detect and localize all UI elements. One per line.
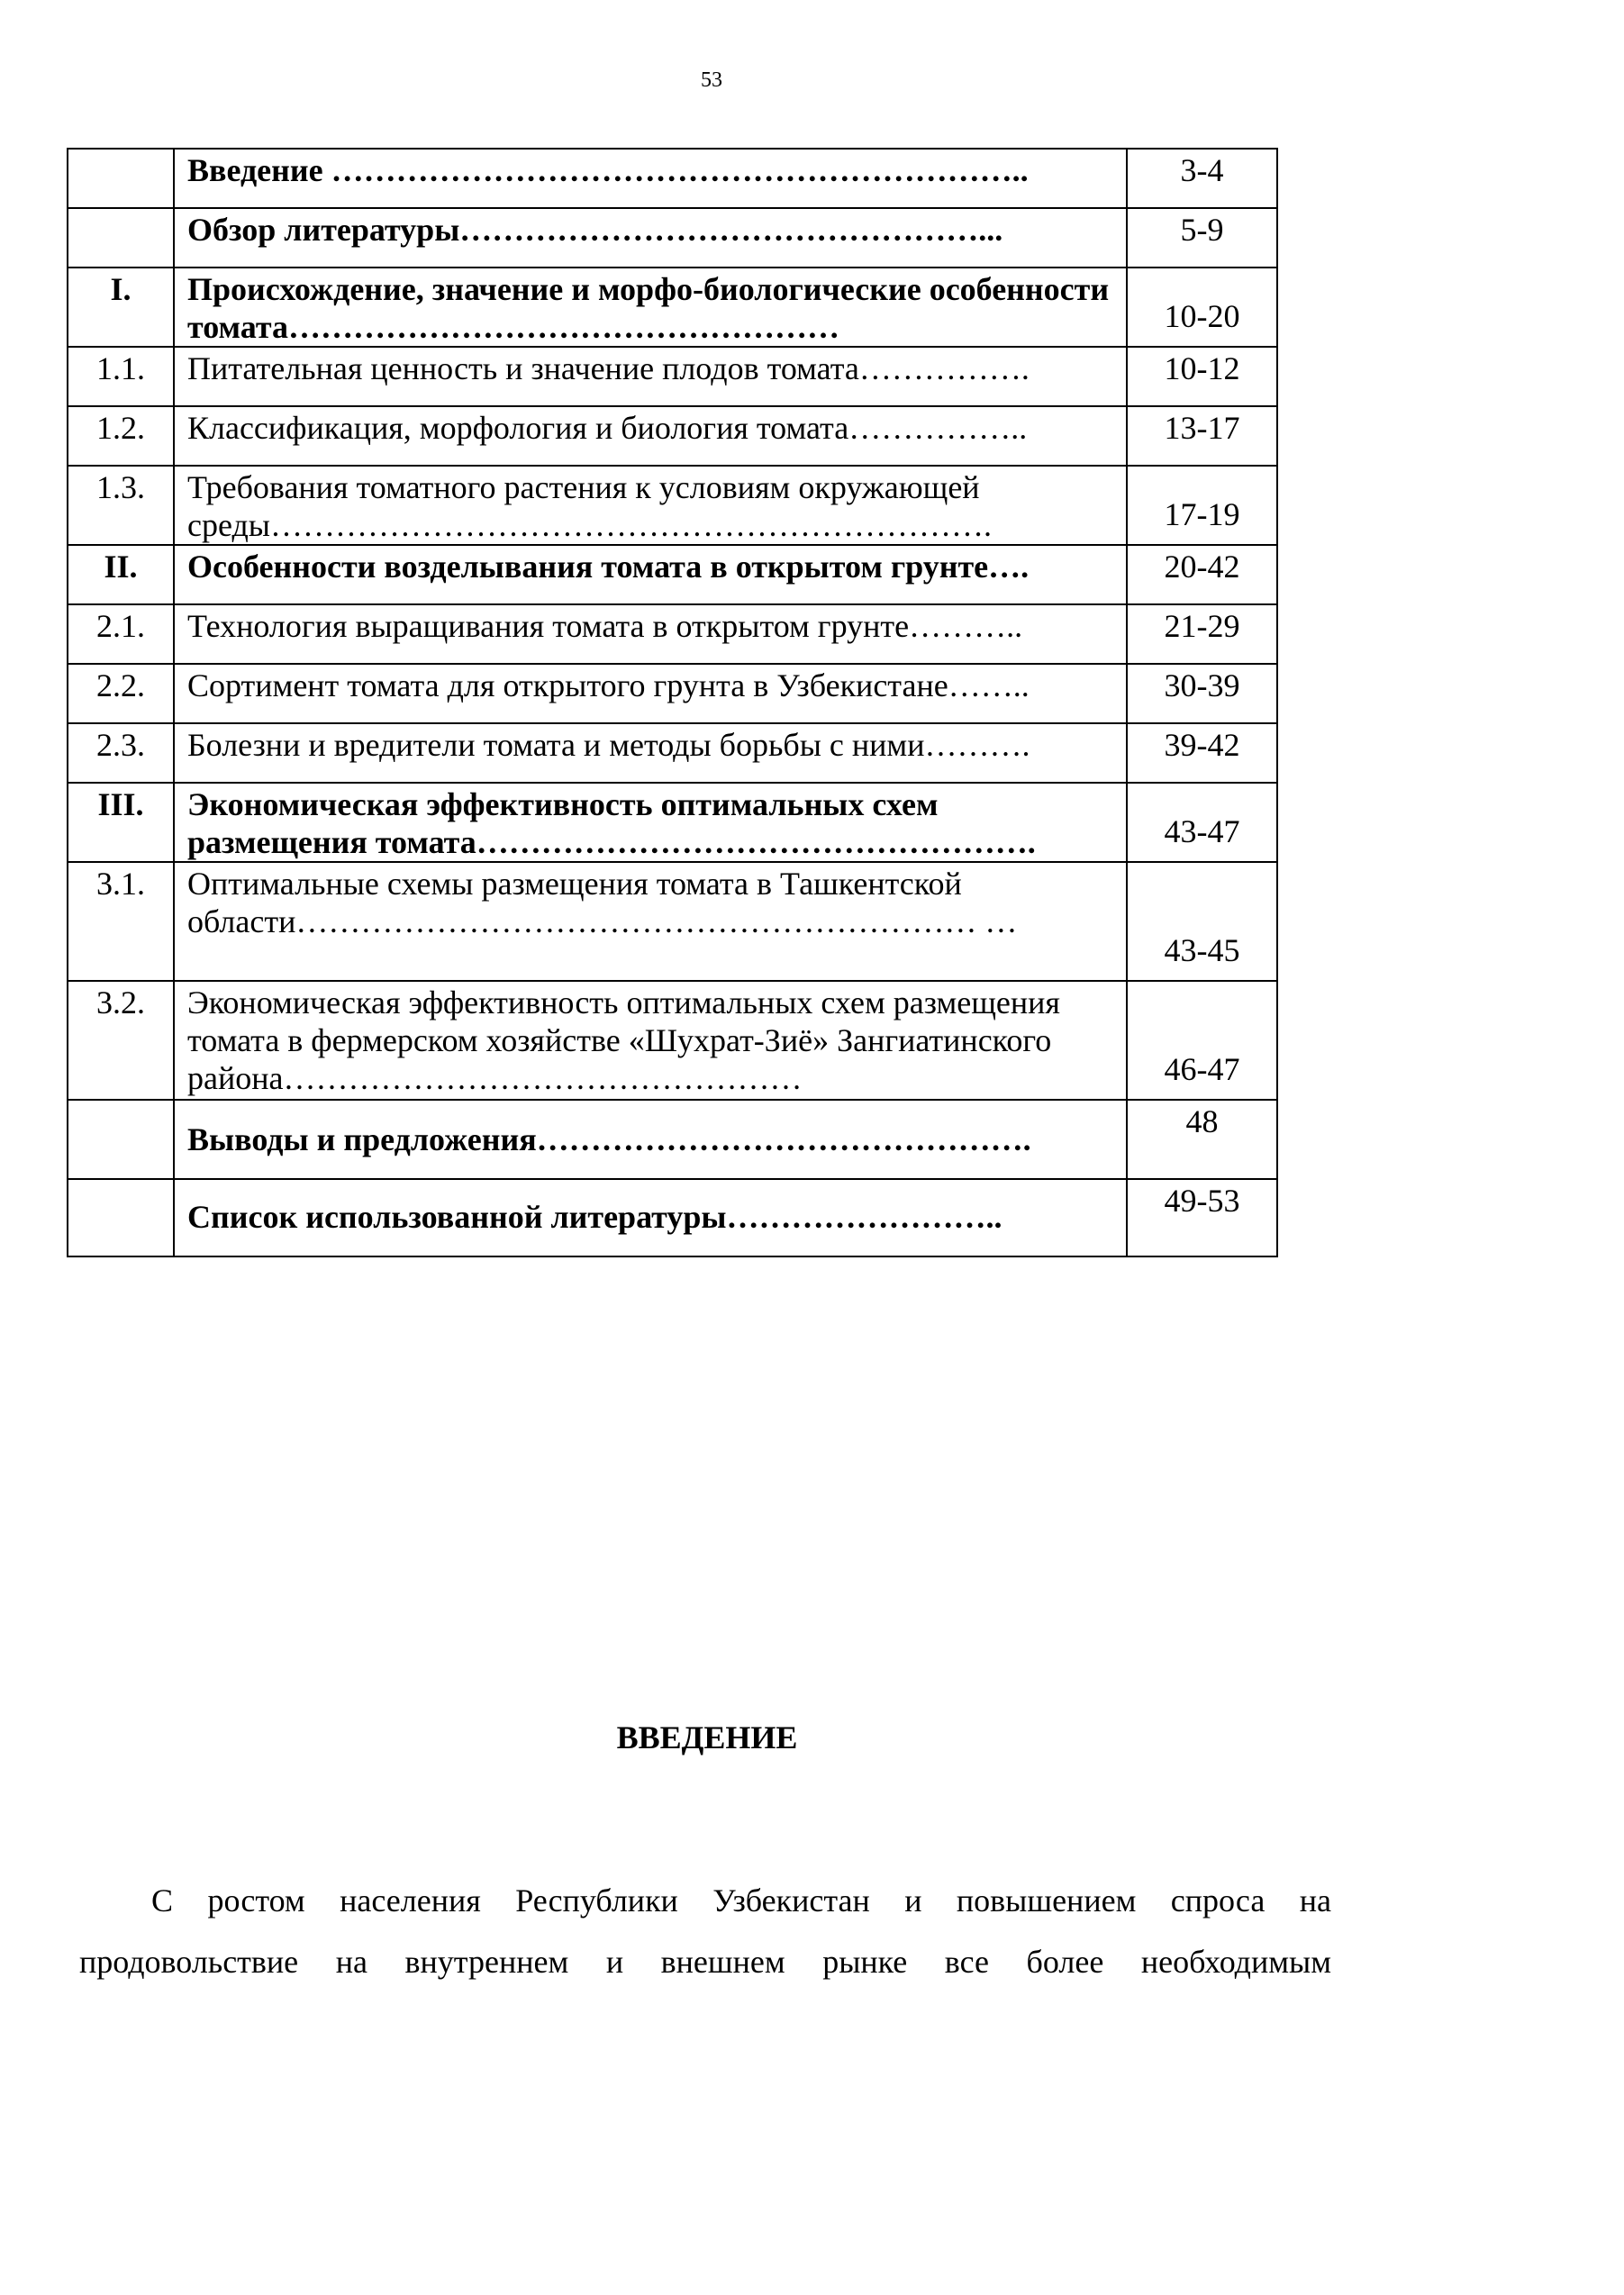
- toc-row-references: [68, 1179, 1277, 1256]
- toc-page: 3-4: [1127, 149, 1277, 208]
- intro-paragraph: С ростом населения Республики Узбекистан и повышением спроса на продовольствие на внутреннем и внешнем рынке все более необходимым: [79, 1882, 1331, 1980]
- toc-page: 43-47: [1127, 783, 1277, 862]
- toc-page: 13-17: [1127, 406, 1277, 466]
- toc-page: 30-39: [1127, 664, 1277, 723]
- page-number: 53: [701, 68, 722, 92]
- toc-row-2-2: [68, 664, 1277, 723]
- toc-title: Экономическая эффективность оптимальных схем размещения томата в фермерском хозяйстве «Шухрат-Зиё» Зангиатинского района…………………………………………: [174, 981, 1127, 1100]
- toc-title: Особенности возделывания томата в открытом грунте….: [174, 545, 1127, 604]
- toc-row-1-3: [68, 466, 1277, 545]
- toc-title: Классификация, морфология и биология томата……………..: [174, 406, 1127, 466]
- toc-page: 20-42: [1127, 545, 1277, 604]
- toc-number: III.: [68, 783, 174, 862]
- toc-row-chapter-3: [68, 783, 1277, 862]
- toc-row-chapter-1: [68, 268, 1277, 347]
- toc-title-cell: [174, 1179, 1127, 1256]
- toc-page: 10-12: [1127, 347, 1277, 406]
- toc-number: I.: [68, 268, 174, 347]
- toc-page: 48: [1127, 1100, 1277, 1179]
- toc-page: 46-47: [1127, 981, 1277, 1100]
- toc-page: 39-42: [1127, 723, 1277, 783]
- toc-number: [68, 1100, 174, 1179]
- toc-title-cell: [174, 1100, 1127, 1179]
- toc-title: Происхождение, значение и морфо-биологические особенности томата……………………………………………: [174, 268, 1127, 347]
- toc-row-2-1: [68, 604, 1277, 664]
- toc-page: 21-29: [1127, 604, 1277, 664]
- toc-row-conclusions: [68, 1100, 1277, 1179]
- toc-number: 1.1.: [68, 347, 174, 406]
- toc-number: 1.2.: [68, 406, 174, 466]
- toc-title: Технология выращивания томата в открытом грунте………..: [174, 604, 1127, 664]
- toc-row-introduction: [68, 149, 1277, 208]
- toc-page: 49-53: [1127, 1179, 1277, 1256]
- toc-row-1-2: [68, 406, 1277, 466]
- toc-number: 2.2.: [68, 664, 174, 723]
- toc-number: 1.3.: [68, 466, 174, 545]
- section-heading: ВВЕДЕНИЕ: [616, 1719, 798, 1755]
- toc-title: Экономическая эффективность оптимальных схем размещения томата…………………………………………….: [174, 783, 1127, 862]
- toc-number: [68, 1179, 174, 1256]
- toc-title: Болезни и вредители томата и методы борьбы с ними……….: [174, 723, 1127, 783]
- toc-title: Требования томатного растения к условиям окружающей среды………………………………………………………….: [174, 466, 1127, 545]
- toc-page: 43-45: [1127, 862, 1277, 981]
- toc-page: 17-19: [1127, 466, 1277, 545]
- toc-row-2-3: [68, 723, 1277, 783]
- toc-row-chapter-2: [68, 545, 1277, 604]
- toc-title: Сортимент томата для открытого грунта в Узбекистане……..: [174, 664, 1127, 723]
- toc-title: Выводы и предложения……………………………………….: [187, 1121, 1031, 1157]
- toc-title: Введение ………………………………………………………..: [174, 149, 1127, 208]
- table-of-contents: [67, 148, 1278, 1257]
- toc-number: [68, 149, 174, 208]
- toc-row-1-1: [68, 347, 1277, 406]
- toc-number: 2.1.: [68, 604, 174, 664]
- toc-number: [68, 208, 174, 268]
- toc-number: II.: [68, 545, 174, 604]
- toc-title: Питательная ценность и значение плодов томата…………….: [174, 347, 1127, 406]
- toc-number: 3.2.: [68, 981, 174, 1100]
- toc-title: Оптимальные схемы размещения томата в Ташкентской области……………………………………………………… …: [174, 862, 1127, 981]
- toc-number: 3.1.: [68, 862, 174, 981]
- toc-title: Обзор литературы…………………………………………...: [174, 208, 1127, 268]
- toc-number: 2.3.: [68, 723, 174, 783]
- toc-page: 5-9: [1127, 208, 1277, 268]
- toc-row-3-1: [68, 862, 1277, 981]
- toc-title: Список использованной литературы……………………..: [187, 1199, 1003, 1235]
- toc-page: 10-20: [1127, 268, 1277, 347]
- toc-row-3-2: [68, 981, 1277, 1100]
- toc-row-literature-review: [68, 208, 1277, 268]
